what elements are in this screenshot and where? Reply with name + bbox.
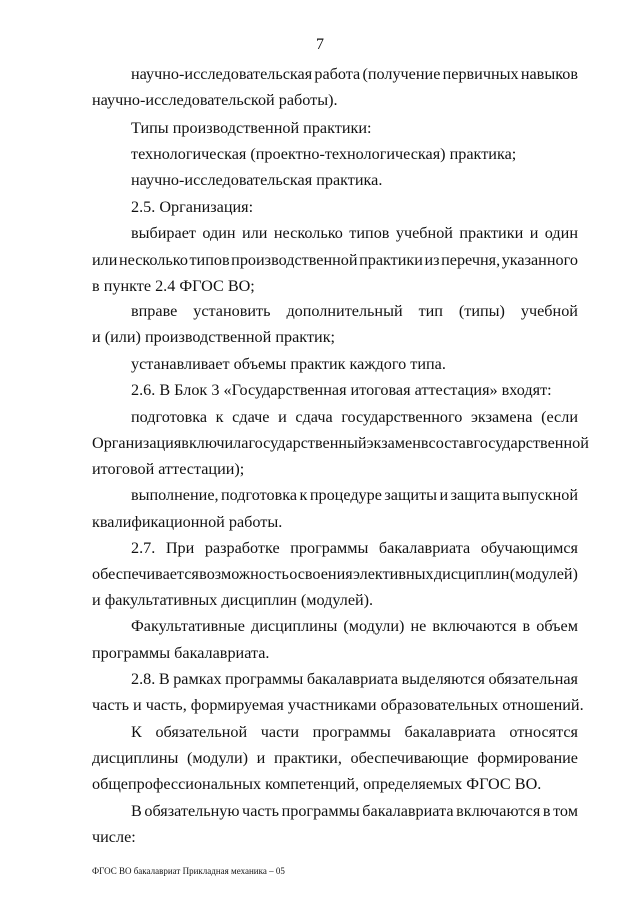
word: выделяются <box>401 670 485 688</box>
word: обеспечивающие <box>350 749 469 767</box>
text-line: 2.6. В Блок 3 «Государственная итоговая аттестация» входят: <box>131 381 552 399</box>
word: (типы) <box>458 302 505 320</box>
text-line <box>131 538 578 558</box>
word: выпускной <box>502 486 578 504</box>
word: первичных <box>442 65 519 83</box>
text-line <box>131 616 578 636</box>
word: учебной <box>395 224 453 242</box>
text-line <box>131 407 578 427</box>
word: состав <box>428 434 474 452</box>
text-line: 2.5. Организация: <box>131 198 254 216</box>
word: учебной <box>520 302 578 320</box>
word: сдача <box>295 408 333 426</box>
word: и <box>439 486 449 504</box>
word: 2.8. <box>131 670 156 688</box>
word: освоения <box>289 565 353 583</box>
word: (модулей) <box>509 565 578 583</box>
word: государственный <box>248 434 367 452</box>
word: практики <box>459 224 524 242</box>
text-line: научно-исследовательская практика. <box>131 171 383 189</box>
text-line: часть и часть, формируемая участниками образовательных отношений. <box>92 696 584 714</box>
word: бакалавриата <box>362 802 454 820</box>
text-line: и (или) производственной практик; <box>92 328 336 346</box>
text-line <box>131 223 578 243</box>
word: формирование <box>477 749 578 767</box>
word: дисциплин <box>433 565 510 583</box>
word: перечня, <box>441 251 501 269</box>
word: и <box>278 408 287 426</box>
word: (модули) <box>187 749 249 767</box>
word: сдаче <box>232 408 270 426</box>
word: программы <box>312 723 391 741</box>
word: В <box>158 670 170 688</box>
word: защита <box>450 486 500 504</box>
word: или <box>92 251 118 269</box>
text-line: программы бакалавриата. <box>92 644 270 662</box>
text-line: итоговой аттестации); <box>92 460 245 478</box>
word: подготовка <box>221 486 298 504</box>
word: научно-исследовательская <box>131 65 313 83</box>
word: вправе <box>131 302 178 320</box>
text-line: квалификационной работы. <box>92 513 283 531</box>
text-line: технологическая (проектно-технологическая) практика; <box>131 145 517 163</box>
word: разработке <box>204 539 280 557</box>
text-line: числе: <box>92 828 136 846</box>
word: и <box>529 224 539 242</box>
text-line: Типы производственной практики: <box>131 119 372 137</box>
word: один <box>202 224 236 242</box>
word: обучающимся <box>480 539 578 557</box>
word: выполнение, <box>131 486 219 504</box>
word: экзамена <box>470 408 533 426</box>
word: Факультативные <box>131 617 245 635</box>
word: практики <box>359 251 423 269</box>
word: один <box>544 224 578 242</box>
word: несколько <box>118 251 188 269</box>
word: бакалавриата <box>404 723 496 741</box>
word: к <box>299 486 308 504</box>
word: дополнительный <box>286 302 403 320</box>
text-line <box>131 801 578 821</box>
word: и <box>256 749 266 767</box>
word: бакалавриата <box>306 670 399 688</box>
word: в <box>542 802 551 820</box>
text-line <box>92 748 578 768</box>
text-line <box>92 564 578 584</box>
word: программы <box>225 670 304 688</box>
text-line <box>131 301 578 321</box>
word: из <box>424 251 440 269</box>
word: не <box>410 617 427 635</box>
word: объем <box>536 617 578 635</box>
word: обязательную <box>144 802 240 820</box>
word: включила <box>181 434 249 452</box>
word: обеспечивается <box>92 565 199 583</box>
word: программы <box>281 802 360 820</box>
word: (получение <box>362 65 441 83</box>
word: государственной <box>473 434 589 452</box>
word: дисциплины <box>251 617 338 635</box>
text-line <box>92 250 578 270</box>
word: К <box>131 723 142 741</box>
text-line <box>131 722 578 742</box>
word: программы <box>290 539 369 557</box>
page-footer: ФГОС ВО бакалавриат Прикладная механика – 05 <box>92 866 285 876</box>
word: (если <box>541 408 578 426</box>
word: установить <box>193 302 271 320</box>
word: в <box>522 617 531 635</box>
text-line: общепрофессиональных компетенций, определяемых ФГОС ВО. <box>92 775 542 793</box>
word: 2.7. <box>131 539 156 557</box>
word: типов <box>189 251 230 269</box>
word: В <box>131 802 142 820</box>
word: (модули) <box>343 617 405 635</box>
word: дисциплины <box>92 749 179 767</box>
word: части <box>260 723 300 741</box>
word: включаются <box>432 617 517 635</box>
word: часть <box>242 802 280 820</box>
word: возможность <box>199 565 289 583</box>
page-number: 7 <box>316 36 324 53</box>
text-line <box>131 64 578 84</box>
word: тип <box>418 302 443 320</box>
word: или <box>242 224 268 242</box>
word: типов <box>349 224 390 242</box>
word: бакалавриата <box>378 539 471 557</box>
text-line: в пункте 2.4 ФГОС ВО; <box>92 277 255 295</box>
word: производственной <box>231 251 358 269</box>
word: Организация <box>92 434 182 452</box>
word: государственного <box>341 408 463 426</box>
word: навыков <box>520 65 578 83</box>
word: обязательная <box>488 670 578 688</box>
text-line: устанавливает объемы практик каждого типа. <box>131 355 446 373</box>
text-line <box>92 433 589 453</box>
word: к <box>215 408 224 426</box>
word: практики, <box>273 749 342 767</box>
word: указанного <box>501 251 578 269</box>
word: несколько <box>273 224 343 242</box>
word: том <box>553 802 578 820</box>
word: выбирает <box>131 224 196 242</box>
word: относятся <box>509 723 578 741</box>
text-line: научно-исследовательской работы). <box>92 91 338 109</box>
text-line: и факультативных дисциплин (модулей). <box>92 591 374 609</box>
word: включаются <box>456 802 541 820</box>
word: рамках <box>173 670 222 688</box>
word: обязательной <box>155 723 248 741</box>
text-line <box>131 669 578 689</box>
word: в <box>420 434 429 452</box>
word: При <box>165 539 195 557</box>
word: защиты <box>384 486 438 504</box>
word: подготовка <box>131 408 208 426</box>
word: экзамен <box>366 434 421 452</box>
word: элективных <box>353 565 434 583</box>
text-line <box>131 485 578 505</box>
word: процедуре <box>309 486 382 504</box>
word: работа <box>314 65 361 83</box>
